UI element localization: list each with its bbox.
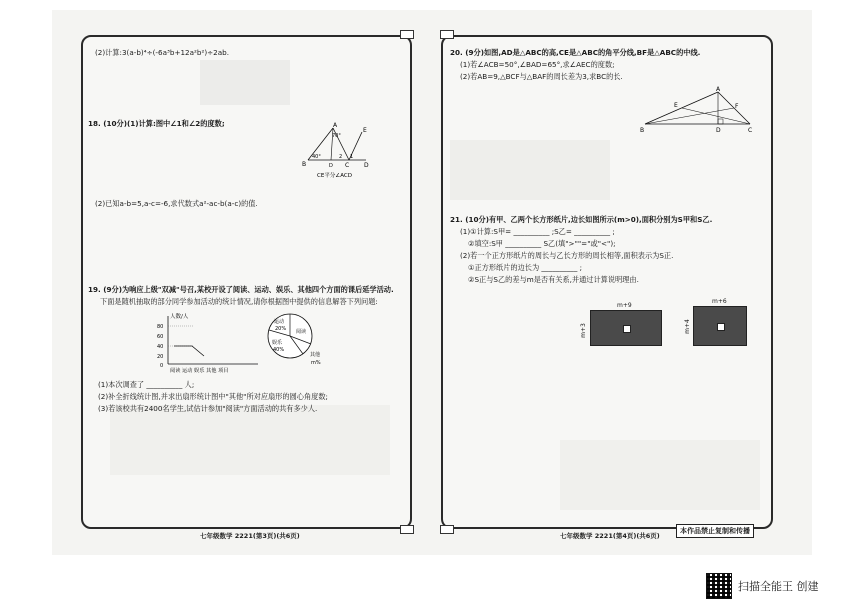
q18-part2: (2)已知a-b=5,a-c=-6,求代数式a²-ac-b(a-c)的值. <box>95 199 258 208</box>
rect-jia-side: m+3 <box>579 323 587 338</box>
pie-40: 40% <box>273 347 285 353</box>
chart-ylabel: 人数/人 <box>170 314 189 320</box>
label-d: D <box>364 162 369 169</box>
q20-part1: (1)若∠ACB=50°,∠BAD=65°,求∠AEC的度数; <box>460 60 615 69</box>
label-f: F <box>735 103 739 110</box>
q20-line1: 20. (9分)如图,AD是△ABC的高,CE是△ABC的角平分线,BF是△ABC的中线. <box>450 48 701 57</box>
ytick-0: 0 <box>160 363 164 369</box>
figure-caption: CE平分∠ACD <box>317 173 352 179</box>
label-b: B <box>640 127 645 134</box>
rect-yi <box>693 306 747 346</box>
q21-part1b: ②填空:S甲 __________ S乙(填">""="或"<"); <box>468 239 616 248</box>
rect-jia-mark <box>623 325 631 333</box>
q21-part2a: ①正方形纸片的边长为 __________ ; <box>468 263 583 272</box>
q18-heading: 18. (10分)(1)计算:图中∠1和∠2的度数; <box>88 119 225 128</box>
ytick-20: 20 <box>157 354 164 360</box>
q21-line1: 21. (10分)有甲、乙两个长方形纸片,边长如图所示(m>0),面积分别为S甲和S乙. <box>450 215 713 224</box>
label-c: C <box>748 127 753 134</box>
label-a: A <box>716 86 721 93</box>
q19-part2: (2)补全折线统计图,并求出扇形统计图中"其他"所对应扇形的圆心角度数; <box>98 392 328 401</box>
q18-triangle-figure <box>300 120 380 182</box>
label-d: D <box>716 127 721 134</box>
q21-part1a: (1)①计算:S甲= __________ ;S乙= __________ ; <box>460 227 615 236</box>
ytick-60: 60 <box>157 334 164 340</box>
corner-tab <box>400 30 414 39</box>
corner-tab <box>400 525 414 534</box>
rect-yi-top: m+6 <box>712 298 727 305</box>
label-c: C <box>345 162 350 169</box>
q21-part2b: ②S正与S乙的差与m是否有关系,并通过计算说明理由. <box>468 275 639 284</box>
rect-yi-side: m+4 <box>683 319 691 334</box>
label-e: E <box>674 102 678 109</box>
ytick-40: 40 <box>157 344 164 350</box>
angle-70: 70° <box>332 133 341 139</box>
pie-m: m% <box>311 360 321 366</box>
q20-triangle-figure <box>638 86 758 136</box>
qr-code-icon <box>706 573 732 599</box>
bleed-through <box>110 405 390 475</box>
bleed-through <box>560 440 760 510</box>
rect-jia-top: m+9 <box>617 302 632 309</box>
label-b: B <box>302 161 307 168</box>
angle-2: 1 <box>350 154 354 160</box>
q19-line2: 下面是随机抽取的部分同学参加活动的统计情况,请你根据图中提供的信息解答下列问题: <box>100 297 378 306</box>
q19-line1: 19. (9分)为响应上级"双减"号召,某校开设了阅读、运动、娱乐、其他四个方面的课后延学活动. <box>88 285 394 294</box>
page-3-footer: 七年级数学 2221(第3页)(共6页) <box>200 532 300 540</box>
angle-1: 2 <box>339 154 343 160</box>
chart-xcategories: 阅读 运动 娱乐 其他 项目 <box>170 368 229 374</box>
pie-yuedu: 阅读 <box>296 329 307 335</box>
label-a: A <box>333 122 338 129</box>
q17-part2: (2)计算:3(a-b)⁴÷(-6a³b+12a²b²)÷2ab. <box>95 48 229 57</box>
rect-jia <box>590 310 662 346</box>
label-e: E <box>363 127 367 134</box>
copyright-notice: 本作品禁止复制和传播 <box>676 524 754 538</box>
page-4-footer: 七年级数学 2221(第4页)(共6页) <box>560 532 660 540</box>
angle-40: 40° <box>312 154 321 160</box>
pie-20: 20% <box>275 326 287 332</box>
q19-part3: (3)若该校共有2400名学生,试估计参加"阅读"方面活动的共有多少人. <box>98 404 318 413</box>
corner-tab <box>440 525 454 534</box>
pie-yundong: 运动 <box>274 319 285 325</box>
q20-part2: (2)若AB=9,△BCF与△BAF的周长差为3,求BC的长. <box>460 72 623 81</box>
label-d-small: D <box>329 163 333 169</box>
q19-pie-chart <box>260 306 330 370</box>
q19-line-chart <box>152 312 262 374</box>
scanner-watermark: 扫描全能王 创建 <box>738 580 819 593</box>
rect-yi-mark <box>717 323 725 331</box>
bleed-through <box>200 60 290 105</box>
pie-qita: 其他 <box>310 352 321 358</box>
q19-part1: (1)本次调查了 __________ 人; <box>98 380 195 389</box>
ytick-80: 80 <box>157 324 164 330</box>
pie-yule: 娱乐 <box>272 340 283 346</box>
q21-part2: (2)若一个正方形纸片的周长与乙长方形的周长相等,面积表示为S正. <box>460 251 674 260</box>
corner-tab <box>440 30 454 39</box>
bleed-through <box>450 140 610 200</box>
